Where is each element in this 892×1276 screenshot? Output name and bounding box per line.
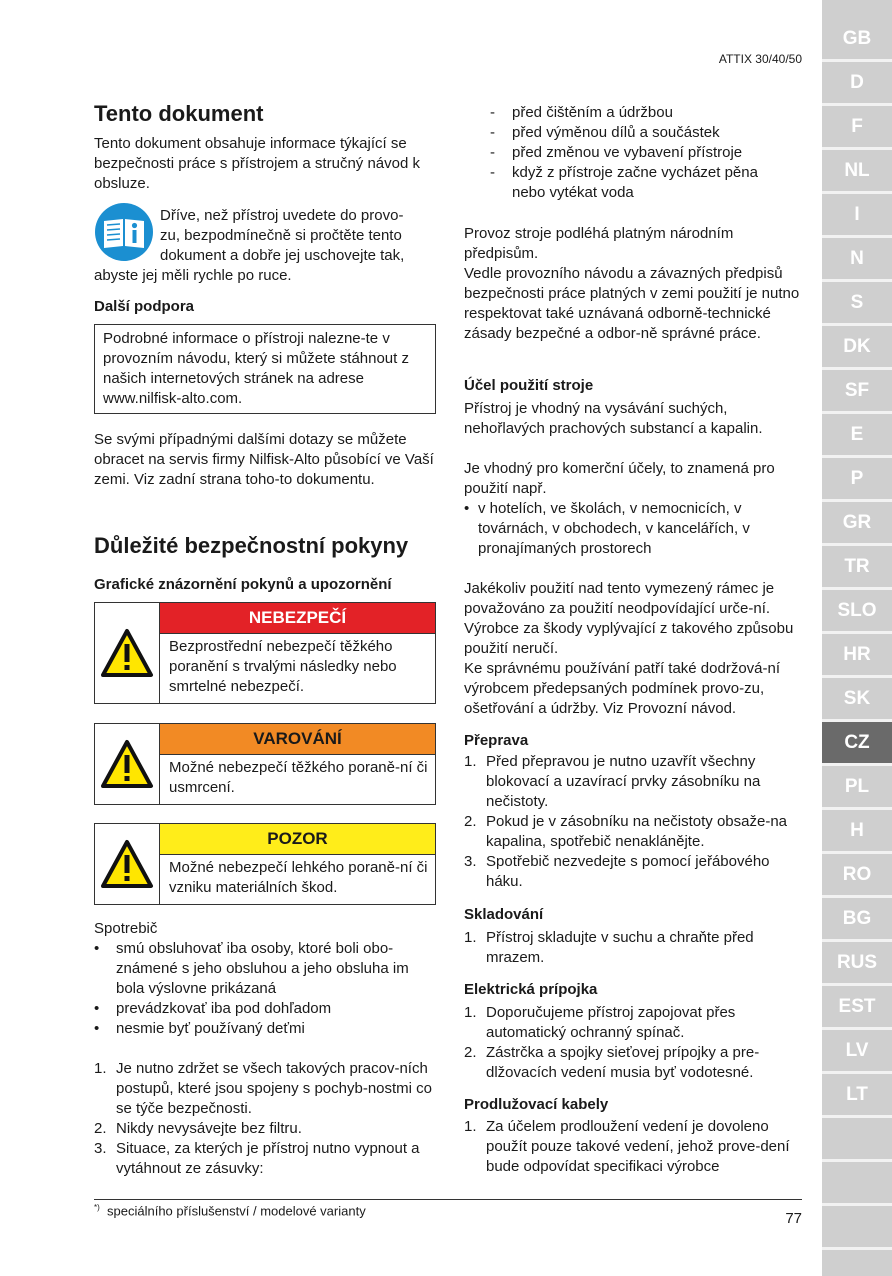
list-item-text: před čištěním a údržbou	[512, 104, 673, 121]
misuse-text-2: Ke správnému používání patří také dodržová-ní výrobcem předepsaných podmínek provo-zu, ošetřování a údržby. Viz Provozní návod.	[464, 660, 781, 717]
list-item-text: když z přístroje začne vycházet pěna nebo vytékat voda	[512, 164, 758, 201]
danger-text: Bezprostřední nebezpečí těžkého poranění s trvalými následky nebo smrtelné nebezpečí.	[169, 638, 397, 695]
section-title-safety: Důležité bezpečnostní pokyny	[94, 533, 409, 558]
warning-triangle-icon	[95, 824, 160, 904]
list-item: 1. Je nutno zdržet se všech takových pracov-ních postupů, které jsou spojeny s pochyb-nostmi co se týče bezpečnosti.	[94, 1060, 433, 1117]
list-item-text: Za účelem prodloužení vedení je dovoleno použít pouze takové vedení, jehož prove-dení bude odpovídat specifikaci výrobce	[486, 1118, 790, 1175]
regulations-text: Provoz stroje podléhá platným národním předpisům.	[464, 225, 734, 262]
lang-tab-rus[interactable]: RUS	[822, 942, 892, 986]
list-item: 2. Nikdy nevysávejte bez filtru.	[94, 1120, 302, 1137]
list-item-text: Je nutno zdržet se všech takových pracov-ních postupů, které jsou spojeny s pochyb-nostmi co se týče bezpečnosti.	[116, 1060, 433, 1117]
warning-triangle-icon	[95, 603, 160, 703]
lang-tab-sf[interactable]: SF	[822, 370, 892, 414]
list-item-text: prevádzkovať iba pod dohľadom	[116, 1000, 332, 1017]
list-item-text: Nikdy nevysávejte bez filtru.	[116, 1120, 302, 1137]
spotrebic-bullets	[94, 939, 436, 1039]
section-title-document: Tento dokument	[94, 101, 264, 126]
manual-note-line: Dříve, než přístroj uvedete do provo-	[160, 207, 404, 224]
lang-tab-empty-3	[822, 1206, 892, 1250]
list-item: 1. Před přepravou je nutno uzavřít všechny blokovací a uzavírací prvky zásobníku na nečistoty.	[464, 753, 761, 810]
extension-list	[464, 1117, 804, 1177]
list-item: - před změnou ve vybavení přístroje	[490, 144, 743, 161]
lang-tab-nl[interactable]: NL	[822, 150, 892, 194]
lang-tab-ro[interactable]: RO	[822, 854, 892, 898]
commercial-bullets	[464, 499, 784, 559]
list-item: - před výměnou dílů a součástek	[490, 124, 720, 141]
warning-triangle-icon	[95, 724, 160, 804]
lang-tab-s[interactable]: S	[822, 282, 892, 326]
lang-tab-e[interactable]: E	[822, 414, 892, 458]
list-item-text: v hotelích, ve školách, v nemocnicích, v továrnách, v obchodech, v kancelářích, v pronajímaných prostorech	[478, 500, 750, 557]
list-item: - když z přístroje začne vycházet pěna nebo vytékat voda	[490, 164, 758, 201]
manual-note-line: zu, bezpodmínečně si pročtěte tento	[160, 227, 402, 244]
list-item-text: Přístroj skladujte v suchu a chraňte před mrazem.	[486, 929, 754, 966]
lang-tab-lt[interactable]: LT	[822, 1074, 892, 1118]
lang-tab-bg[interactable]: BG	[822, 898, 892, 942]
footnote-mark: *)	[94, 1203, 100, 1212]
lang-tab-hr[interactable]: HR	[822, 634, 892, 678]
lang-tab-sk[interactable]: SK	[822, 678, 892, 722]
manual-note-line: abyste jej měli rychle po ruce.	[94, 267, 292, 284]
warning-box	[94, 723, 436, 805]
list-item: • nesmie byť používaný deťmi	[94, 1020, 305, 1037]
list-item-text: Doporučujeme přístroj zapojovat přes automatický ochranný spínač.	[486, 1004, 736, 1041]
lang-tab-i[interactable]: I	[822, 194, 892, 238]
commercial-text: Je vhodný pro komerční účely, to znamená pro použití např.	[464, 460, 775, 497]
list-item: 1. Doporučujeme přístroj zapojovat přes automatický ochranný spínač.	[464, 1004, 736, 1041]
list-item-text: Zástrčka a spojky sieťovej prípojky a pre-dlžovacích vedení musia byť vodotesné.	[486, 1044, 760, 1081]
caution-box	[94, 823, 436, 905]
storage-list	[464, 928, 804, 968]
manual-note	[160, 206, 436, 266]
list-item: - před čištěním a údržbou	[490, 104, 673, 121]
unplug-situations-list	[490, 103, 800, 203]
list-item-text: Pokud je v zásobníku na nečistoty obsaže-na kapalina, spotřebič nenaklánějte.	[486, 813, 788, 850]
danger-box	[94, 602, 436, 704]
list-item-text: před výměnou dílů a součástek	[512, 124, 720, 141]
lang-tab-empty-1	[822, 1118, 892, 1162]
storage-heading: Skladování	[464, 906, 544, 923]
electric-heading: Elektrická prípojka	[464, 981, 598, 998]
list-item: 2. Zástrčka a spojky sieťovej prípojky a pre-dlžovacích vedení musia byť vodotesné.	[464, 1044, 760, 1081]
list-item: • prevádzkovať iba pod dohľadom	[94, 1000, 332, 1017]
service-text: Se svými případnými dalšími dotazy se můžete obracet na servis firmy Nilfisk-Alto působící ve Vaší zemi. Viz zadní strana toho-to dokumentu.	[94, 431, 434, 488]
lang-tab-gb[interactable]: GB	[822, 18, 892, 62]
lang-tab-cz[interactable]: CZ	[822, 722, 892, 766]
list-item: 1. Přístroj skladujte v suchu a chraňte před mrazem.	[464, 929, 754, 966]
list-item-text: Situace, za kterých je přístroj nutno vypnout a vytáhnout ze zásuvky:	[116, 1140, 420, 1177]
danger-label: NEBEZPEČÍ	[160, 603, 435, 634]
transport-list	[464, 752, 804, 892]
lang-tab-dk[interactable]: DK	[822, 326, 892, 370]
electric-list	[464, 1003, 804, 1083]
footnote-text: speciálního příslušenství / modelové varianty	[107, 1203, 366, 1219]
lang-tab-h[interactable]: H	[822, 810, 892, 854]
model-label: ATTIX 30/40/50	[718, 52, 802, 66]
intro-text: Tento dokument obsahuje informace týkající se bezpečnosti práce s přístrojem a stručný návod k obsluze.	[94, 135, 420, 192]
manual-book-icon	[94, 202, 154, 262]
caution-text: Možné nebezpečí lehkého poraně-ní či vzniku materiálních škod.	[169, 859, 428, 896]
list-item-text: smú obsluhovať iba osoby, ktoré boli obo-známené s jeho obsluhou a jeho obsluha im bola výslovne prikázaná	[116, 940, 409, 997]
regulations-text-2: Vedle provozního návodu a závazných předpisů bezpečnosti práce platných v zemi použití je nutno respektovat také uznávaná odborně-technické zásady bezpečné a odbor-ně správné práce.	[464, 265, 800, 342]
list-item: 1. Za účelem prodloužení vedení je dovoleno použít pouze takové vedení, jehož prove-dení bude odpovídat specifikaci výrobce	[464, 1118, 790, 1175]
extension-heading: Prodlužovací kabely	[464, 1096, 609, 1113]
lang-tab-lv[interactable]: LV	[822, 1030, 892, 1074]
transport-heading: Přeprava	[464, 732, 529, 749]
warning-text: Možné nebezpečí těžkého poraně-ní či usmrcení.	[169, 759, 428, 796]
lang-tab-tr[interactable]: TR	[822, 546, 892, 590]
lang-tab-f[interactable]: F	[822, 106, 892, 150]
manual-note-line: dokument a dobře jej uschovejte tak,	[160, 247, 405, 264]
warning-label: VAROVÁNÍ	[160, 724, 435, 755]
lang-tab-pl[interactable]: PL	[822, 766, 892, 810]
footer-divider	[94, 1199, 802, 1200]
misuse-text: Jakékoliv použití nad tento vymezený rámec je považováno za použití neodpovídající urče-ní. Výrobce za škody vyplývající z takového způsobu použití neručí.	[464, 580, 794, 657]
list-item: 3. Spotřebič nezvedejte s pomocí jeřábového háku.	[464, 853, 770, 890]
purpose-heading: Účel použití stroje	[464, 377, 594, 394]
page-number: 77	[785, 1210, 802, 1227]
language-sidebar	[822, 0, 892, 1276]
lang-tab-empty-2	[822, 1162, 892, 1206]
list-item-text: před změnou ve vybavení přístroje	[512, 144, 743, 161]
list-item-text: nesmie byť používaný deťmi	[116, 1020, 305, 1037]
list-item: 2. Pokud je v zásobníku na nečistoty obsaže-na kapalina, spotřebič nenaklánějte.	[464, 813, 788, 850]
caution-label: POZOR	[160, 824, 435, 855]
lang-tab-gr[interactable]: GR	[822, 502, 892, 546]
support-heading: Další podpora	[94, 298, 195, 315]
spotrebic-label: Spotrebič	[94, 920, 158, 937]
list-item: 3. Situace, za kterých je přístroj nutno vypnout a vytáhnout ze zásuvky:	[94, 1140, 420, 1177]
lang-tab-slo[interactable]: SLO	[822, 590, 892, 634]
list-item: • v hotelích, ve školách, v nemocnicích, v továrnách, v obchodech, v kancelářích, v pronajímaných prostorech	[464, 500, 750, 557]
lang-tab-n[interactable]: N	[822, 238, 892, 282]
list-item-text: Před přepravou je nutno uzavřít všechny blokovací a uzavírací prvky zásobníku na nečistoty.	[486, 753, 761, 810]
purpose-text: Přístroj je vhodný na vysávání suchých, nehořlavých prachových substancí a kapalin.	[464, 400, 763, 437]
list-item-text: Spotřebič nezvedejte s pomocí jeřábového háku.	[486, 853, 770, 890]
lang-tab-est[interactable]: EST	[822, 986, 892, 1030]
lang-tab-d[interactable]: D	[822, 62, 892, 106]
lang-tab-p[interactable]: P	[822, 458, 892, 502]
safety-numbered-list	[94, 1059, 436, 1179]
list-item: • smú obsluhovať iba osoby, ktoré boli obo-známené s jeho obsluhou a jeho obsluha im bola výslovne prikázaná	[94, 940, 409, 997]
footnote	[94, 1203, 366, 1218]
graphic-heading: Grafické znázornění pokynů a upozornění	[94, 576, 392, 593]
support-box: Podrobné informace o přístroji nalezne-te v provozním návodu, který si můžete stáhnout z našich internetových stránek na adrese www.nilfisk-alto.com.	[94, 324, 436, 414]
